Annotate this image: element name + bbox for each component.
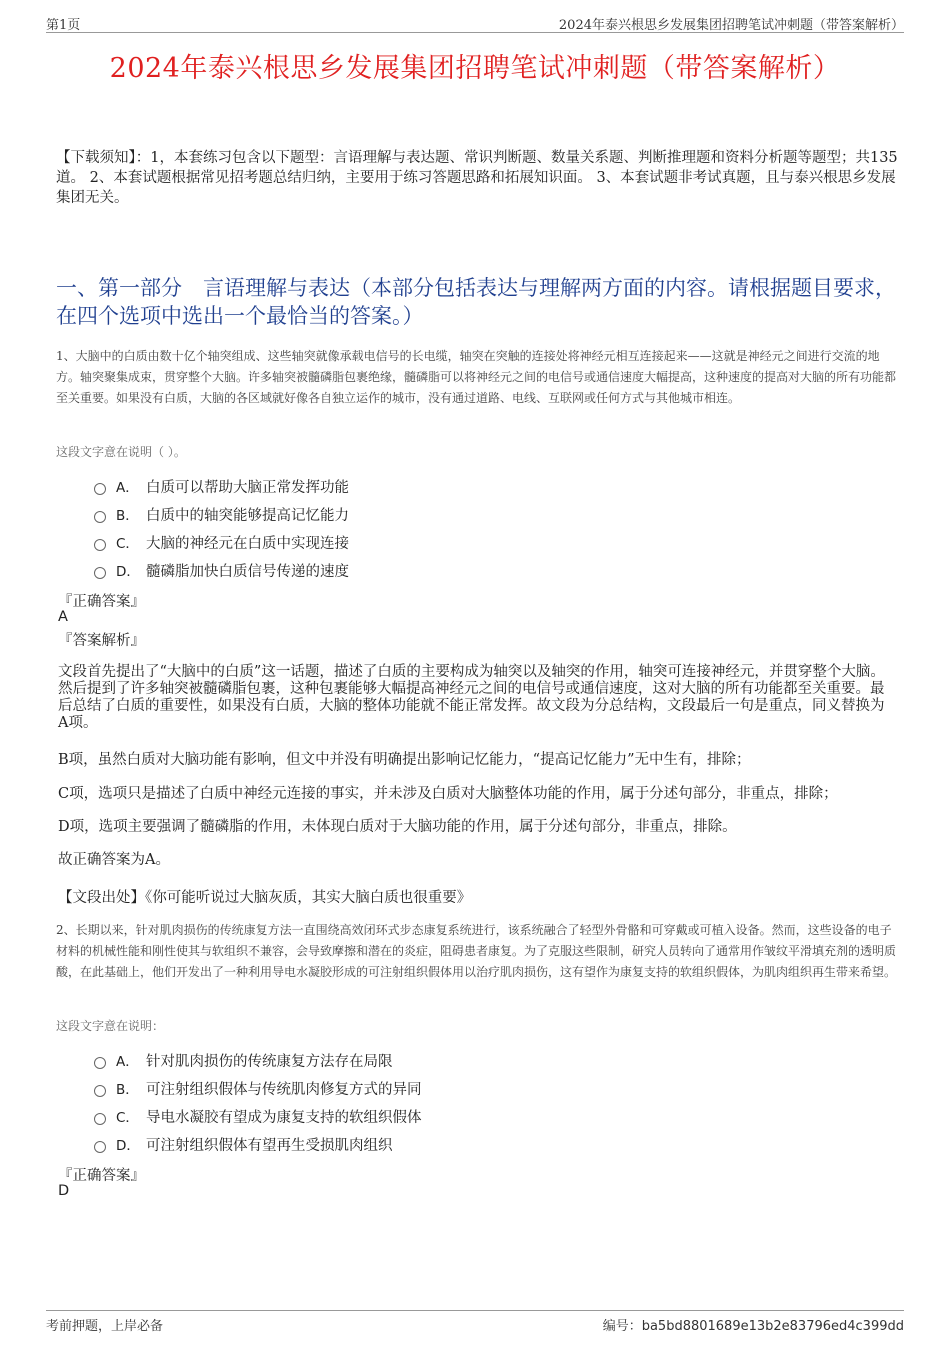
- radio-icon[interactable]: [94, 1057, 106, 1069]
- footer-slogan: 考前押题，上岸必备: [46, 1319, 164, 1334]
- header-doc-title: 2024年泰兴根思乡发展集团招聘笔试冲刺题（带答案解析）: [558, 18, 904, 33]
- radio-icon[interactable]: [94, 567, 106, 579]
- option-text: 针对肌肉损伤的传统康复方法存在局限: [146, 1053, 393, 1070]
- question-2-prompt: 这段文字意在说明：: [56, 1019, 165, 1033]
- question-1-source: 【文段出处】《你可能听说过大脑灰质，其实大脑白质也很重要》: [58, 890, 472, 906]
- page-number: 第1页: [46, 18, 81, 33]
- question-2-options: [94, 1046, 794, 1158]
- question-1-option-b[interactable]: B． 白质中的轴突能够提高记忆能力: [94, 500, 794, 528]
- question-1-text: 1、大脑中的白质由数十亿个轴突组成、这些轴突就像承载电信号的长电缆，轴突在突触的连接处将神经元相互连接起来——这就是神经元之间进行交流的地方。轴突聚集成束，贯穿整个大脑。许多轴突被髓磷脂包裹绝缘，髓磷脂可以将神经元之间的电信号或通信速度大幅提高，这种速度的提高对大脑的所有功能都至关重要。如果没有白质，大脑的各区域就好像各自独立运作的城市，没有通过道路、电线、互联网或任何方式与其他城市相连。: [56, 349, 897, 405]
- download-notice: 【下载须知】：1，本套练习包含以下题型：言语理解与表达题、常识判断题、数量关系题、判断推理题和资料分析题等题型；共135道。 2、本套试题根据常见招考题总结归纳，主要用于练习答题思路和拓展知识面。 3、本套试题非考试真题，且与泰兴根思乡发展集团无关。: [56, 150, 898, 206]
- option-text: 导电水凝胶有望成为康复支持的软组织假体: [146, 1109, 422, 1126]
- section-title: 一、第一部分 言语理解与表达（本部分包括表达与理解两方面的内容。请根据题目要求，在四个选项中选出一个最恰当的答案。）: [56, 276, 896, 328]
- option-text: 髓磷脂加快白质信号传递的速度: [146, 563, 349, 580]
- question-2-text: 2、长期以来，针对肌肉损伤的传统康复方法一直围绕高效闭环式步态康复系统进行，该系统融合了轻型外骨骼和可穿戴或可植入设备。然而，这些设备的电子材料的机械性能和刚性使其与软组织不兼容，会导致摩擦和潜在的炎症，阻碍患者康复。为了克服这些限制，研究人员转向了通常用作皱纹平滑填充剂的透明质酸，在此基础上，他们开发出了一种利用导电水凝胶形成的可注射组织假体用以治疗肌肉损伤，这有望作为康复支持的软组织假体，为肌肉组织再生带来希望。: [56, 923, 897, 979]
- page-title: 2024年泰兴根思乡发展集团招聘笔试冲刺题（带答案解析）: [109, 53, 841, 84]
- question-2-option-d[interactable]: D． 可注射组织假体有望再生受损肌肉组织: [94, 1130, 794, 1158]
- question-1-prompt: 这段文字意在说明（ ）。: [56, 445, 186, 459]
- radio-icon[interactable]: [94, 539, 106, 551]
- radio-icon[interactable]: [94, 511, 106, 523]
- option-text: 可注射组织假体与传统肌肉修复方式的异同: [146, 1081, 422, 1098]
- question-1-option-d[interactable]: D． 髓磷脂加快白质信号传递的速度: [94, 556, 794, 584]
- radio-icon[interactable]: [94, 483, 106, 495]
- question-1-option-a[interactable]: A． 白质可以帮助大脑正常发挥功能: [94, 472, 794, 500]
- question-1-analysis-para: 故正确答案为A。: [58, 852, 170, 868]
- question-1-analysis-para: 文段首先提出了“大脑中的白质”这一话题，描述了白质的主要构成为轴突以及轴突的作用，轴突可连接神经元，并贯穿整个大脑。然后提到了许多轴突被髓磷脂包裹，这种包裹能够大幅提高神经元之间的电信号或通信速度，这对大脑的所有功能都至关重要。最后总结了白质的重要性，如果没有白质，大脑的整体功能就不能正常发挥。故文段为分总结构，文段最后一句是重点，同义替换为A项。: [58, 664, 885, 731]
- question-2-answer-label: 『正确答案』: [58, 1168, 145, 1184]
- page-footer: [46, 1310, 904, 1334]
- footer-code: 编号：ba5bd8801689e13b2e83796ed4c399dd: [602, 1319, 904, 1334]
- radio-icon[interactable]: [94, 1085, 106, 1097]
- question-1-option-c[interactable]: C． 大脑的神经元在白质中实现连接: [94, 528, 794, 556]
- option-text: 白质可以帮助大脑正常发挥功能: [146, 479, 349, 496]
- question-1-options: [94, 472, 794, 584]
- question-1-analysis-para: B项，虽然白质对大脑功能有影响，但文中并没有明确提出影响记忆能力，“提高记忆能力”无中生有，排除；: [58, 752, 751, 768]
- radio-icon[interactable]: [94, 1113, 106, 1125]
- option-text: 可注射组织假体有望再生受损肌肉组织: [146, 1137, 393, 1154]
- question-1-analysis-para: C项，选项只是描述了白质中神经元连接的事实，并未涉及白质对大脑整体功能的作用，属于分述句部分，非重点，排除；: [58, 786, 838, 802]
- question-2-answer: D: [58, 1183, 70, 1199]
- question-1-answer-label: 『正确答案』: [58, 594, 145, 610]
- question-1-analysis-para: D项，选项主要强调了髓磷脂的作用，未体现白质对于大脑功能的作用，属于分述句部分，非重点，排除。: [58, 819, 737, 835]
- page-header: [46, 12, 904, 33]
- question-1-analysis-label: 『答案解析』: [58, 633, 145, 649]
- option-text: 白质中的轴突能够提高记忆能力: [146, 507, 349, 524]
- question-1-answer: A: [58, 609, 68, 625]
- option-text: 大脑的神经元在白质中实现连接: [146, 535, 349, 552]
- question-2-option-b[interactable]: B． 可注射组织假体与传统肌肉修复方式的异同: [94, 1074, 794, 1102]
- radio-icon[interactable]: [94, 1141, 106, 1153]
- question-2-option-a[interactable]: A． 针对肌肉损伤的传统康复方法存在局限: [94, 1046, 794, 1074]
- question-2-option-c[interactable]: C． 导电水凝胶有望成为康复支持的软组织假体: [94, 1102, 794, 1130]
